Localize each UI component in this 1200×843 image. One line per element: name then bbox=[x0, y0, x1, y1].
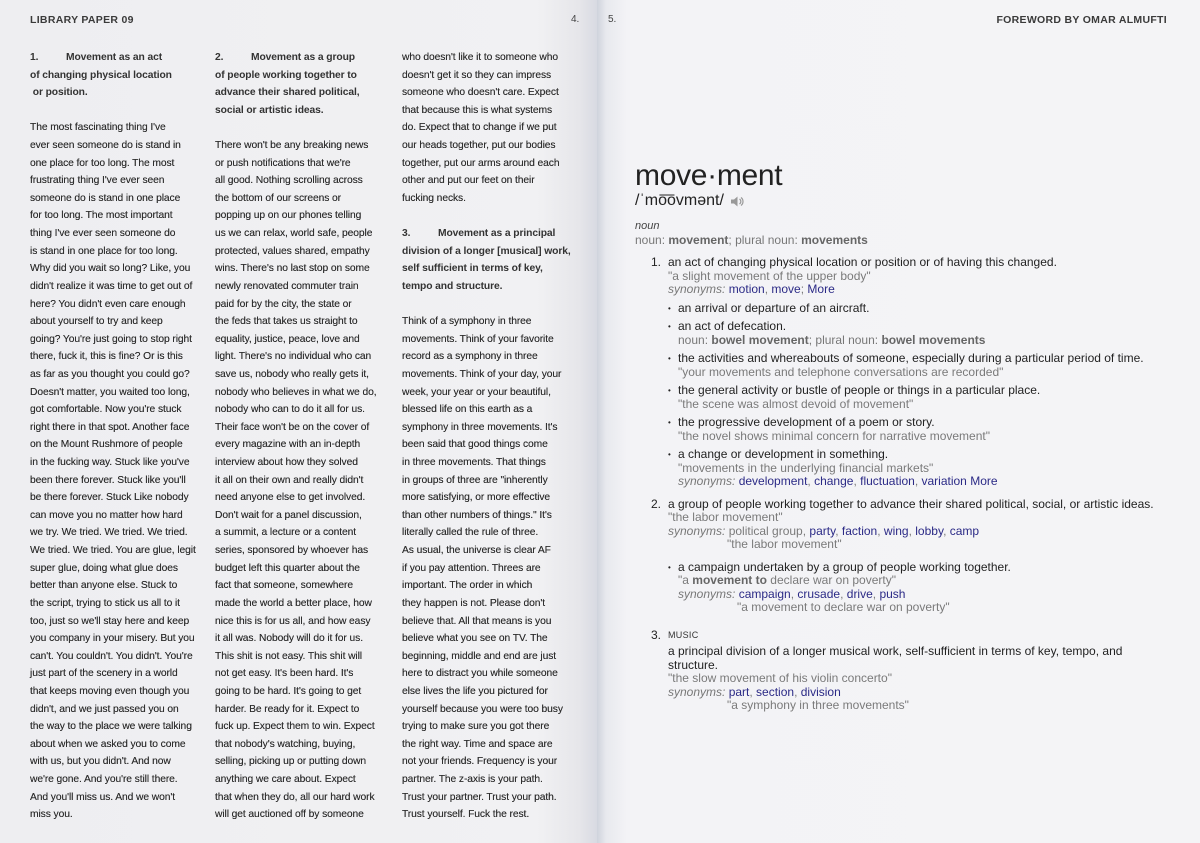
synonyms-row bbox=[678, 475, 1175, 489]
text-line: fuck up. Expect them to win. Expect bbox=[215, 721, 375, 733]
subsense bbox=[668, 416, 1175, 443]
text-line: nobody who believes in what we do, bbox=[215, 386, 377, 398]
text-line: the way to the place we were talking bbox=[30, 721, 192, 733]
text-line: if you pay attention. Threes are bbox=[402, 562, 541, 574]
text-line: will get auctioned off by someone bbox=[215, 809, 364, 821]
text-line: newly renovated commuter train bbox=[215, 280, 359, 292]
text-line: someone who doesn't care. Expect bbox=[402, 87, 559, 99]
synonyms-label: synonyms: bbox=[668, 523, 729, 538]
senses-list bbox=[635, 256, 1175, 713]
sense-number: 3. bbox=[651, 627, 662, 642]
text-line: the bottom of our screens or bbox=[215, 192, 341, 204]
bullet-icon: • bbox=[668, 418, 671, 427]
definition: an arrival or departure of an aircraft. bbox=[678, 300, 870, 315]
text-line: believe what you see on TV. The bbox=[402, 633, 548, 645]
forms-label: noun: bbox=[635, 232, 669, 247]
text-line: super glue, doing what glue does bbox=[30, 562, 178, 574]
synonym-link[interactable]: section bbox=[756, 684, 795, 699]
synonyms-row bbox=[668, 525, 1175, 539]
example: "movements in the underlying financial markets" bbox=[678, 460, 934, 475]
synonym-link[interactable]: variation bbox=[921, 474, 967, 488]
text-line: been said that good things come bbox=[402, 439, 548, 451]
body-paragraph bbox=[30, 119, 220, 823]
synonym-example: "the labor movement" bbox=[727, 537, 842, 551]
text-line: that because this is what systems bbox=[402, 104, 553, 116]
text-line: here to distract you while someone bbox=[402, 668, 558, 680]
synonym-text: , bbox=[853, 474, 861, 488]
definition: a principal division of a longer musical work, self-sufficient in terms of key, tempo, and structure. bbox=[668, 644, 1123, 672]
text-line: As usual, the universe is clear AF bbox=[402, 545, 551, 557]
text-line bbox=[30, 102, 220, 120]
text-line: doesn't get it so they can impress bbox=[402, 69, 552, 81]
text-line: made the world a better place, how bbox=[215, 597, 372, 609]
bullet-icon: • bbox=[668, 562, 671, 572]
sense-3 bbox=[635, 629, 1175, 713]
text-line: us we can relax, world safe, people bbox=[215, 228, 373, 240]
synonym-text: , bbox=[840, 586, 847, 601]
text-line: Why did you wait so long? Like, you bbox=[30, 263, 191, 275]
forms-sep: ; plural noun: bbox=[728, 232, 802, 247]
synonyms-row bbox=[678, 588, 1175, 602]
subsense-body bbox=[678, 561, 1175, 615]
text-line: fucking necks. bbox=[402, 192, 466, 204]
subsense-body bbox=[678, 320, 1175, 347]
text-line: not your friends. Frequency is your bbox=[402, 756, 558, 768]
text-line: We tried. We tried. You are glue, legit bbox=[30, 545, 196, 557]
text-line: the script, trying to stick us all to it bbox=[30, 597, 180, 609]
synonym-link[interactable]: division bbox=[800, 684, 841, 699]
definition: a group of people working together to advance their shared political, social, or artistic ideas. bbox=[668, 496, 1154, 511]
text-line: trying to make sure you got there bbox=[402, 721, 550, 733]
text-line: they happen is not. Please don't bbox=[402, 597, 546, 609]
text-line: didn't, and we just passed you on bbox=[30, 703, 179, 715]
forms-label: noun: bbox=[678, 332, 712, 347]
text-line: fact that someone, somewhere bbox=[215, 580, 353, 592]
synonym-link[interactable]: faction bbox=[841, 523, 878, 538]
text-line: week, your year or your beautiful, bbox=[402, 386, 551, 398]
form-plural: movements bbox=[801, 232, 868, 247]
text-line: 2. Movement as a group bbox=[215, 52, 355, 63]
form-noun: movement bbox=[668, 232, 729, 247]
text-line: on the Mount Rushmore of people bbox=[30, 439, 183, 451]
text-line: together, put our arms around each bbox=[402, 157, 560, 169]
text-line: got comfortable. Now you're stuck bbox=[30, 404, 182, 416]
speaker-icon[interactable] bbox=[730, 195, 744, 208]
synonym-example: "a symphony in three movements" bbox=[727, 698, 909, 712]
text-line: wins. There's no last stop on some bbox=[215, 263, 370, 275]
synonym-link[interactable]: wing bbox=[883, 523, 909, 538]
synonyms-row bbox=[668, 283, 1175, 297]
synonym-link[interactable]: More bbox=[970, 474, 998, 488]
text-line: a summit, a lecture or a content bbox=[215, 527, 357, 539]
text-line bbox=[402, 296, 592, 314]
headword: move·ment bbox=[635, 159, 783, 192]
text-column-3 bbox=[402, 49, 592, 824]
text-line: Trust your partner. Trust your path. bbox=[402, 791, 557, 803]
text-line: the feds that takes us straight to bbox=[215, 316, 358, 328]
subsense-body bbox=[678, 416, 1175, 443]
synonym-link[interactable]: fluctuation bbox=[860, 474, 915, 488]
running-head-left: LIBRARY PAPER 09 bbox=[30, 14, 134, 26]
text-line: there, fuck it, this is fine? Or is this bbox=[30, 351, 183, 363]
text-line: that when they do, all our hard work bbox=[215, 791, 375, 803]
text-line: of people working together to bbox=[215, 69, 357, 81]
left-page bbox=[0, 0, 597, 843]
text-line: 3. Movement as a principal bbox=[402, 228, 556, 240]
text-column-2 bbox=[215, 49, 405, 824]
text-line: division of a longer [musical] work, bbox=[402, 245, 571, 257]
text-line: about yourself to try and keep bbox=[30, 316, 163, 328]
text-line: miss you. bbox=[30, 809, 73, 821]
text-line: in three movements. That things bbox=[402, 457, 546, 469]
text-line: it all on their own and really didn't bbox=[215, 474, 364, 486]
section-heading bbox=[215, 49, 405, 119]
text-line: do. Expect that to change if we put bbox=[402, 122, 557, 134]
example: "your movements and telephone conversations are recorded" bbox=[678, 364, 1004, 379]
text-line: we try. We tried. We tried. We tried. bbox=[30, 527, 188, 539]
text-line: going? You're just going to stop right bbox=[30, 333, 192, 345]
text-line: can't. You couldn't. You didn't. You're bbox=[30, 650, 193, 662]
example: "a slight movement of the upper body" bbox=[668, 268, 871, 283]
subsense-body bbox=[678, 384, 1175, 411]
example: "the slow movement of his violin concerto" bbox=[668, 671, 892, 685]
synonym-link[interactable]: change bbox=[814, 474, 854, 488]
sense-number: 2. bbox=[651, 496, 662, 511]
text-line: nice this is for us all, and how easy bbox=[215, 615, 371, 627]
example: "the labor movement" bbox=[668, 510, 783, 524]
text-line: movements. Think of your favorite bbox=[402, 333, 554, 345]
pronunciation-row bbox=[635, 192, 1175, 210]
synonym-text: ; bbox=[800, 282, 808, 296]
text-line: protected, values shared, empathy bbox=[215, 245, 370, 257]
synonyms-label: synonyms: bbox=[678, 586, 739, 601]
synonym-link[interactable]: part bbox=[728, 684, 750, 699]
text-line: record as a symphony in three bbox=[402, 351, 538, 363]
synonym-text: , bbox=[872, 586, 880, 601]
text-line bbox=[402, 207, 592, 225]
text-line: can move you no matter how hard bbox=[30, 509, 183, 521]
synonym-link[interactable]: party bbox=[809, 523, 836, 538]
sense-body bbox=[668, 629, 1175, 713]
text-line: as far as you thought you could go? bbox=[30, 368, 190, 380]
form-plural: bowel movements bbox=[881, 332, 986, 347]
pronunciation: /ˈmo͞ovmənt/ bbox=[635, 192, 724, 209]
synonym-text: , bbox=[807, 474, 815, 488]
text-line: going to be hard. It's going to get bbox=[215, 685, 362, 697]
synonym-text: , bbox=[764, 282, 772, 296]
noun-forms bbox=[678, 334, 1175, 348]
bullet-icon: • bbox=[668, 303, 671, 313]
text-line: blessed life on this earth as a bbox=[402, 404, 533, 416]
synonym-text: , bbox=[790, 586, 798, 601]
text-line: popping up on our phones telling bbox=[215, 210, 362, 222]
text-line: been there forever. Stuck like you'll bbox=[30, 474, 186, 486]
text-line: someone do is stand in one place bbox=[30, 192, 181, 204]
bullet-icon: • bbox=[668, 450, 671, 459]
text-line: series, sponsored by whoever has bbox=[215, 545, 369, 557]
text-line: movements. Think of your day, your bbox=[402, 368, 562, 380]
page-number-left: 4. bbox=[571, 14, 580, 25]
bullet-icon: • bbox=[668, 354, 671, 363]
text-line: every magazine with an in-depth bbox=[215, 439, 361, 451]
text-line: you company in your misery. But you bbox=[30, 633, 195, 645]
text-line: not get easy. It's been hard. It's bbox=[215, 668, 354, 680]
synonym-link[interactable]: crusade bbox=[797, 586, 841, 601]
synonym-example: "a movement to declare war on poverty" bbox=[737, 600, 950, 614]
text-line: The most fascinating thing I've bbox=[30, 122, 166, 134]
synonym-link[interactable]: push bbox=[879, 586, 906, 601]
synonyms-row bbox=[668, 686, 1175, 700]
text-line: Don't wait for a panel discussion, bbox=[215, 509, 362, 521]
text-line: for too long. The most important bbox=[30, 210, 173, 222]
subsense-body bbox=[678, 448, 1175, 489]
subsense bbox=[668, 561, 1175, 615]
synonym-text: political group, bbox=[728, 523, 810, 538]
text-line: save us, nobody who really gets it, bbox=[215, 368, 369, 380]
text-line bbox=[215, 119, 405, 137]
spacer bbox=[402, 296, 592, 314]
text-line: one place for too long. The most bbox=[30, 157, 175, 169]
body-paragraph bbox=[215, 137, 405, 824]
text-line: right there in that spot. Another face bbox=[30, 421, 190, 433]
text-line: better than anyone else. Stuck to bbox=[30, 580, 178, 592]
text-line: social or artistic ideas. bbox=[215, 104, 324, 116]
section-heading bbox=[402, 225, 592, 295]
part-of-speech: noun bbox=[635, 220, 660, 232]
example-part: movement to bbox=[692, 573, 767, 587]
text-line: Doesn't matter, you waited too long, bbox=[30, 386, 190, 398]
definition: a campaign undertaken by a group of people working together. bbox=[678, 559, 1011, 574]
text-line: need anyone else to get involved. bbox=[215, 492, 366, 504]
text-line: we're gone. And you're still there. bbox=[30, 773, 178, 785]
example-part: "a bbox=[678, 573, 693, 587]
page-number-right: 5. bbox=[608, 14, 617, 25]
synonym-text: , bbox=[943, 523, 950, 538]
example bbox=[678, 574, 1175, 588]
text-line: more satisfying, or more effective bbox=[402, 492, 551, 504]
text-line: about when we asked you to come bbox=[30, 738, 186, 750]
text-line: in groups of three are "inherently bbox=[402, 474, 548, 486]
text-line: of changing physical location bbox=[30, 69, 172, 81]
text-line: tempo and structure. bbox=[402, 280, 503, 292]
text-line: thing I've ever seen someone do bbox=[30, 228, 176, 240]
spacer bbox=[215, 119, 405, 137]
section-heading bbox=[30, 49, 220, 102]
text-line: This shit is not easy. This shit will bbox=[215, 650, 362, 662]
text-line: Think of a symphony in three bbox=[402, 316, 532, 328]
text-line: literally called the rule of three. bbox=[402, 527, 539, 539]
text-line: or push notifications that we're bbox=[215, 157, 351, 169]
synonym-text: , bbox=[835, 523, 842, 538]
text-line: the right way. Time and space are bbox=[402, 738, 553, 750]
definition: an act of changing physical location or position or of having this changed. bbox=[668, 255, 1057, 269]
example-part: declare war on poverty" bbox=[766, 573, 896, 587]
definition: the general activity or bustle of people or things in a particular place. bbox=[678, 383, 1041, 397]
text-line: yourself because you were too busy bbox=[402, 703, 563, 715]
text-line: other and put our feet on their bbox=[402, 175, 535, 187]
synonym-link[interactable]: development bbox=[738, 474, 808, 488]
spacer bbox=[402, 207, 592, 225]
synonym-text: , bbox=[877, 523, 884, 538]
text-line: nobody who can to do it all for us. bbox=[215, 404, 365, 416]
text-line: is stand in one place for too long. bbox=[30, 245, 178, 257]
definition: an act of defecation. bbox=[678, 319, 787, 333]
sense-1 bbox=[635, 256, 1175, 489]
text-line: didn't realize it was time to get out of bbox=[30, 280, 193, 292]
synonym-link[interactable]: motion bbox=[728, 282, 765, 296]
text-line: frustrating thing I've ever seen bbox=[30, 175, 165, 187]
text-line: ever seen someone do is stand in bbox=[30, 140, 181, 152]
noun-forms bbox=[635, 234, 1175, 248]
text-line: budget left this quarter about the bbox=[215, 562, 360, 574]
text-line: with us, but you didn't. And now bbox=[30, 756, 171, 768]
subsense bbox=[668, 302, 1175, 316]
text-line: anything we care about. Expect bbox=[215, 773, 356, 785]
text-line: equality, justice, peace, love and bbox=[215, 333, 360, 345]
synonym-text: , bbox=[908, 523, 916, 538]
synonym-link[interactable]: campaign bbox=[738, 586, 791, 601]
dictionary-entry bbox=[635, 158, 1175, 713]
synonyms-label: synonyms: bbox=[678, 474, 739, 488]
sense-body bbox=[668, 498, 1175, 615]
text-line: here? You didn't even care enough bbox=[30, 298, 186, 310]
form-noun: bowel movement bbox=[711, 332, 809, 347]
text-line: interview about how they solved bbox=[215, 457, 358, 469]
synonym-link[interactable]: move bbox=[771, 282, 801, 296]
subsense bbox=[668, 352, 1175, 379]
text-line: our heads together, put our bodies bbox=[402, 140, 556, 152]
example: "the novel shows minimal concern for narrative movement" bbox=[678, 428, 990, 443]
text-line: that nobody's watching, buying, bbox=[215, 738, 356, 750]
definition: the progressive development of a poem or story. bbox=[678, 415, 935, 429]
subsense bbox=[668, 320, 1175, 347]
text-line: who doesn't like it to someone who bbox=[402, 52, 558, 63]
domain-label: MUSIC bbox=[668, 629, 699, 640]
definition: the activities and whereabouts of someone, especially during a particular period of time. bbox=[678, 351, 1144, 365]
text-line: light. There's no individual who can bbox=[215, 351, 372, 363]
text-line: important. The order in which bbox=[402, 580, 533, 592]
text-line: symphony in three movements. It's bbox=[402, 421, 558, 433]
text-line: self sufficient in terms of key, bbox=[402, 263, 543, 275]
synonym-link[interactable]: camp bbox=[949, 523, 980, 538]
synonym-link[interactable]: More bbox=[807, 282, 835, 296]
text-line: just part of the scenery in a world bbox=[30, 668, 178, 680]
sense-body bbox=[668, 256, 1175, 489]
synonyms-label: synonyms: bbox=[668, 282, 729, 296]
text-line: And you'll miss us. And we won't bbox=[30, 791, 175, 803]
text-line: selling, picking up or putting down bbox=[215, 756, 367, 768]
synonym-link[interactable]: drive bbox=[846, 586, 873, 601]
subsense-body bbox=[678, 302, 1175, 316]
text-line: it all was. Nobody will do it for us. bbox=[215, 633, 363, 645]
text-line: else lives the life you pictured for bbox=[402, 685, 548, 697]
text-line: advance their shared political, bbox=[215, 87, 360, 99]
text-line: in the fucking way. Stuck like you've bbox=[30, 457, 190, 469]
text-line: beginning, middle and end are just bbox=[402, 650, 557, 662]
sense-number: 1. bbox=[651, 255, 662, 269]
text-line: Trust yourself. Fuck the rest. bbox=[402, 809, 530, 821]
sense-2 bbox=[635, 498, 1175, 615]
subsense-body bbox=[678, 352, 1175, 379]
synonym-link[interactable]: lobby bbox=[915, 523, 944, 538]
text-line: harder. Be ready for it. Expect to bbox=[215, 703, 360, 715]
text-column-1 bbox=[30, 49, 220, 824]
text-line: be there forever. Stuck Like nobody bbox=[30, 492, 189, 504]
synonym-text: , bbox=[914, 474, 922, 488]
subsense bbox=[668, 448, 1175, 489]
subsense bbox=[668, 384, 1175, 411]
bullet-icon: • bbox=[668, 322, 671, 331]
spacer bbox=[30, 102, 220, 120]
text-line: too, just so we'll stay here and keep bbox=[30, 615, 190, 627]
text-line: There won't be any breaking news bbox=[215, 140, 369, 152]
text-line: paid for by the city, the state or bbox=[215, 298, 352, 310]
text-line: partner. The z-axis is your path. bbox=[402, 773, 543, 785]
text-line: Their face won't be on the cover of bbox=[215, 421, 370, 433]
body-paragraph bbox=[402, 313, 592, 824]
bullet-icon: • bbox=[668, 386, 671, 395]
running-head-right: FOREWORD BY OMAR ALMUFTI bbox=[996, 14, 1167, 26]
example: "the scene was almost devoid of movement" bbox=[678, 396, 914, 411]
definition: a change or development in something. bbox=[678, 447, 889, 461]
text-line: than other numbers of things." It's bbox=[402, 509, 552, 521]
synonym-text: , bbox=[794, 684, 801, 699]
body-paragraph bbox=[402, 49, 592, 207]
text-line: all good. Nothing scrolling across bbox=[215, 175, 363, 187]
text-line: that keeps moving even though you bbox=[30, 685, 190, 697]
text-line: 1. Movement as an act bbox=[30, 52, 163, 63]
synonym-text: , bbox=[749, 684, 757, 699]
synonyms-label: synonyms: bbox=[668, 684, 729, 699]
text-line: believe that. All that means is you bbox=[402, 615, 552, 627]
forms-sep: ; plural noun: bbox=[808, 332, 882, 347]
text-line: or position. bbox=[30, 87, 88, 99]
